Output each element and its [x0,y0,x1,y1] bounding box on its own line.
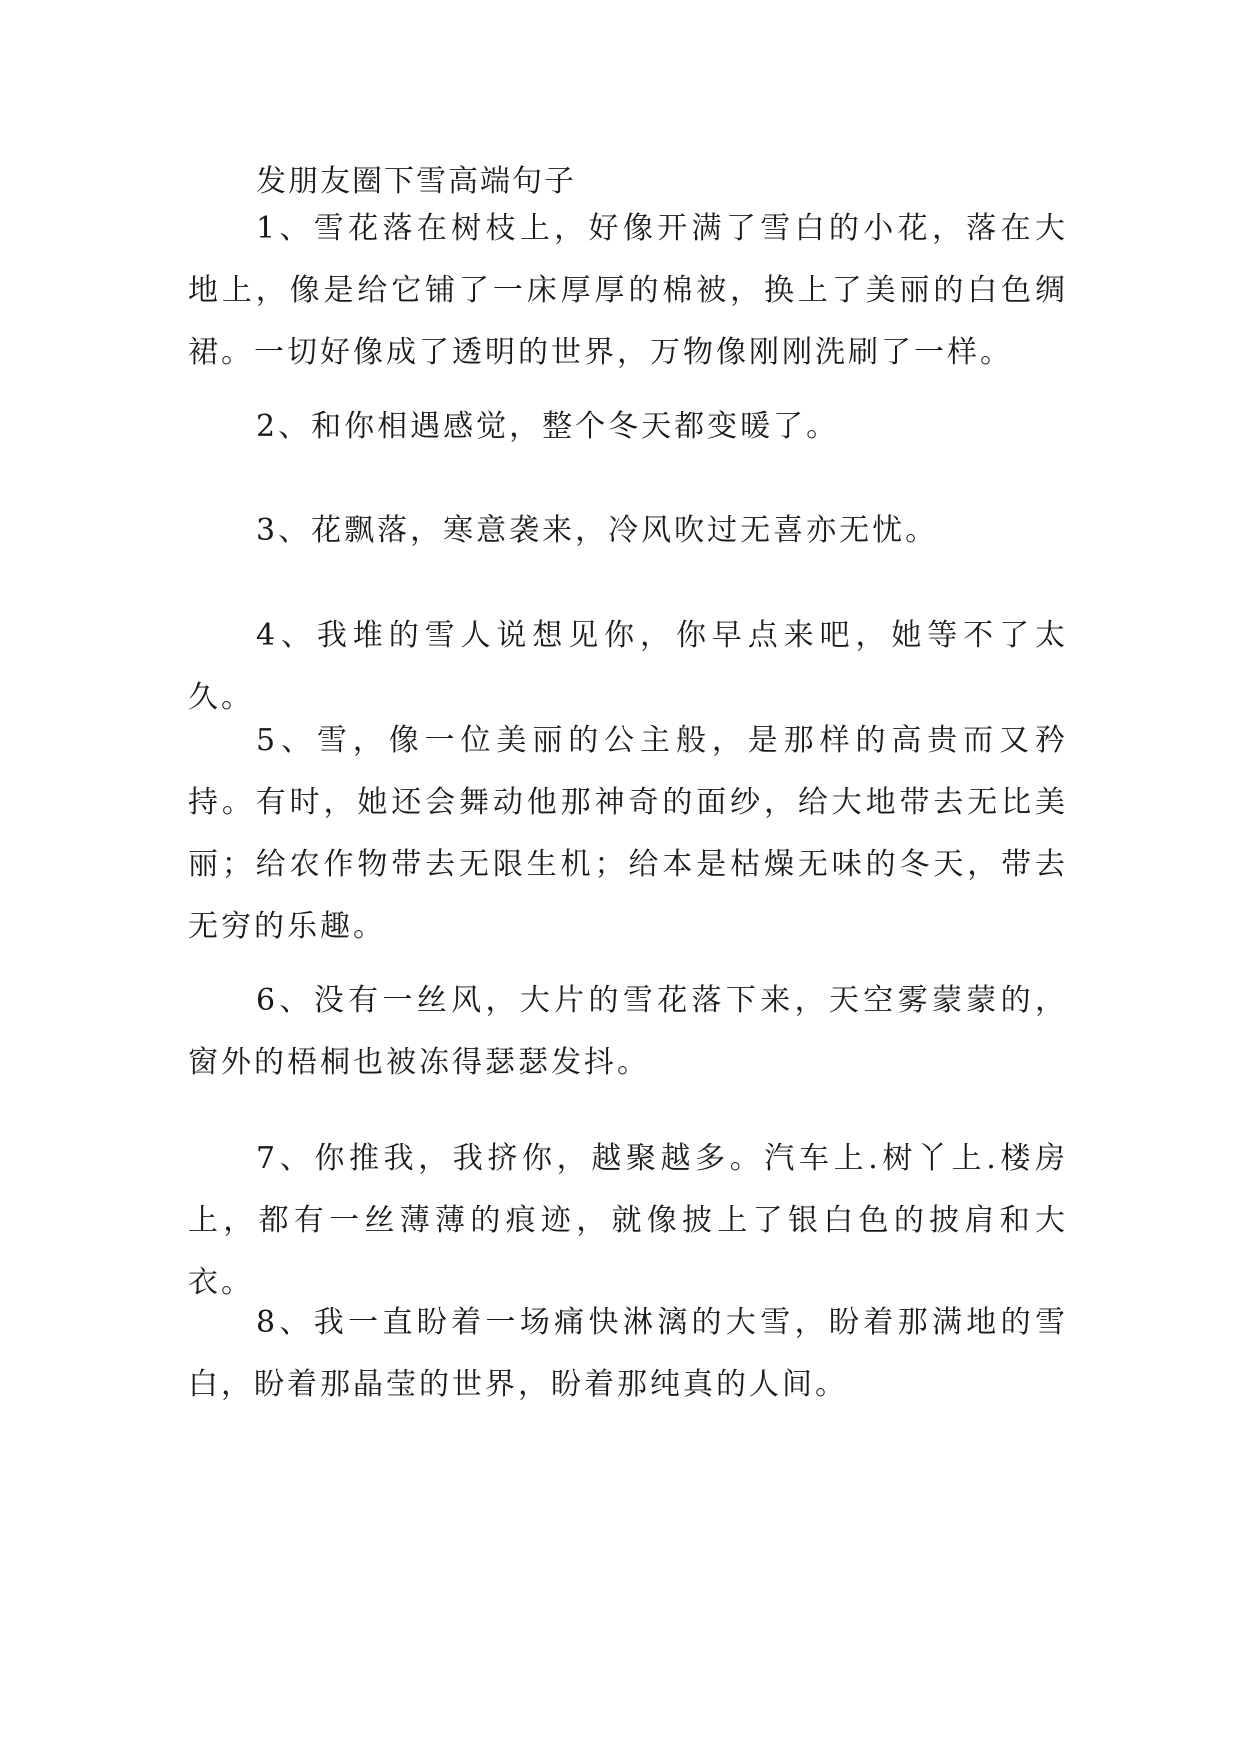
paragraph-3: 3、花飘落，寒意袭来，冷风吹过无喜亦无忧。 [256,513,939,548]
paragraph-1: 1、雪花落在树枝上，好像开满了雪白的小花，落在大地上，像是给它铺了一床厚厚的棉被，换上了美丽的白色绸裙。一切好像成了透明的世界，万物像刚刚洗刷了一样。 [188,211,1068,370]
paragraph-5: 5、雪，像一位美丽的公主般，是那样的高贵而又矜持。有时，她还会舞动他那神奇的面纱，给大地带去无比美丽；给农作物带去无限生机；给本是枯燥无味的冬天，带去无穷的乐趣。 [188,723,1068,944]
document-title: 发朋友圈下雪高端句子 [256,164,576,199]
paragraph-8: 8、我一直盼着一场痛快淋漓的大雪，盼着那满地的雪白，盼着那晶莹的世界，盼着那纯真的人间。 [188,1305,1068,1402]
paragraph-4: 4、我堆的雪人说想见你，你早点来吧，她等不了太久。 [188,618,1068,715]
paragraph-2: 2、和你相遇感觉，整个冬天都变暖了。 [256,409,840,444]
paragraph-6: 6、没有一丝风，大片的雪花落下来，天空雾蒙蒙的，窗外的梧桐也被冻得瑟瑟发抖。 [188,983,1068,1080]
paragraph-7: 7、你推我，我挤你，越聚越多。汽车上.树丫上.楼房上，都有一丝薄薄的痕迹，就像披上了银白色的披肩和大衣。 [188,1141,1068,1300]
